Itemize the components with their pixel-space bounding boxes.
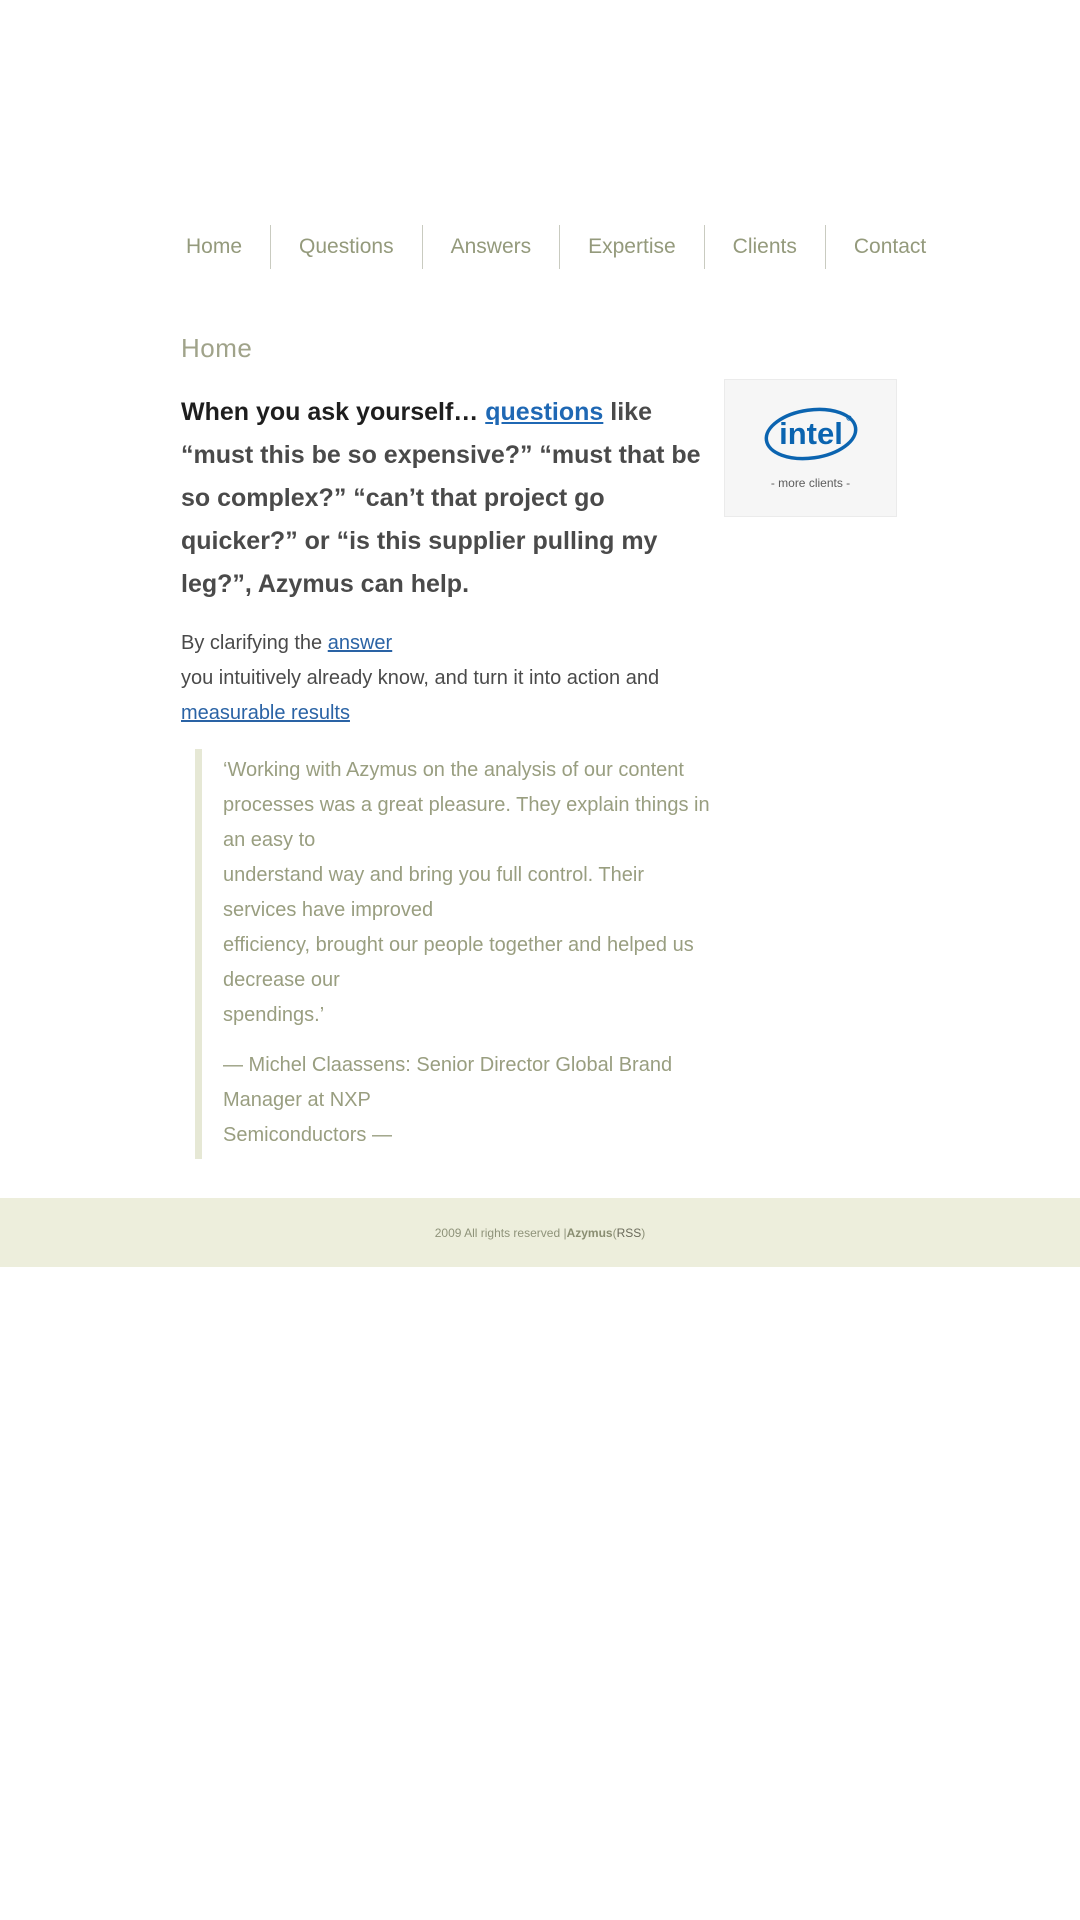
quote-text — [223, 753, 711, 1033]
lead-paragraph — [181, 391, 711, 606]
quote-line: efficiency, brought our people together and helped us decrease our — [223, 934, 694, 991]
main-nav — [160, 225, 954, 269]
quote-line: spendings.’ — [223, 1004, 325, 1026]
more-clients-link[interactable]: - more clients - — [770, 476, 851, 490]
nav-expertise[interactable]: Expertise — [588, 235, 676, 258]
nav-clients[interactable]: Clients — [732, 235, 797, 258]
rss-link[interactable]: RSS — [616, 1225, 642, 1240]
quote-line: understand way and bring you full control. Their services have improved — [223, 864, 644, 921]
quote-line: ‘Working with Azymus on the analysis of our content processes was a great pleasure. They explain things in an easy to — [223, 759, 710, 851]
page-title: Home — [181, 333, 253, 363]
nav-contact[interactable]: Contact — [853, 235, 927, 258]
author-line: Semiconductors — — [223, 1124, 392, 1146]
lead-intro: When you ask yourself… — [181, 398, 486, 426]
body-prefix: By clarifying the — [181, 632, 328, 654]
nav-answers[interactable]: Answers — [450, 235, 532, 258]
quote-author — [223, 1048, 711, 1153]
nav-home[interactable]: Home — [186, 235, 243, 258]
body-paragraph — [181, 626, 711, 731]
footer-rss-close: ) — [641, 1225, 646, 1240]
footer — [0, 1198, 1080, 1267]
testimonial-quote — [195, 749, 711, 1159]
clients-sidebar — [724, 379, 897, 517]
answer-link[interactable]: answer — [327, 632, 393, 654]
footer-copyright: 2009 All rights reserved | — [434, 1225, 567, 1240]
intel-logo[interactable] — [761, 402, 861, 466]
intel-logo-text: intel — [778, 416, 843, 451]
lead-rest: like “must this be so expensive?” “must that be so complex?” “can’t that project go quicker?” or “is this supplier pulling my leg?”, Azymus can help. — [181, 398, 701, 598]
footer-rss-open: ( — [612, 1225, 617, 1240]
questions-link[interactable]: questions — [485, 398, 604, 426]
nav-questions[interactable]: Questions — [299, 235, 394, 258]
author-line: — Michel Claassens: Senior Director Global Brand Manager at NXP — [223, 1054, 673, 1111]
measurable-results-link[interactable]: measurable results — [181, 702, 350, 724]
footer-brand: Azymus — [566, 1225, 613, 1240]
body-middle: you intuitively already know, and turn it into action and — [181, 667, 660, 689]
main-content — [181, 391, 711, 1159]
